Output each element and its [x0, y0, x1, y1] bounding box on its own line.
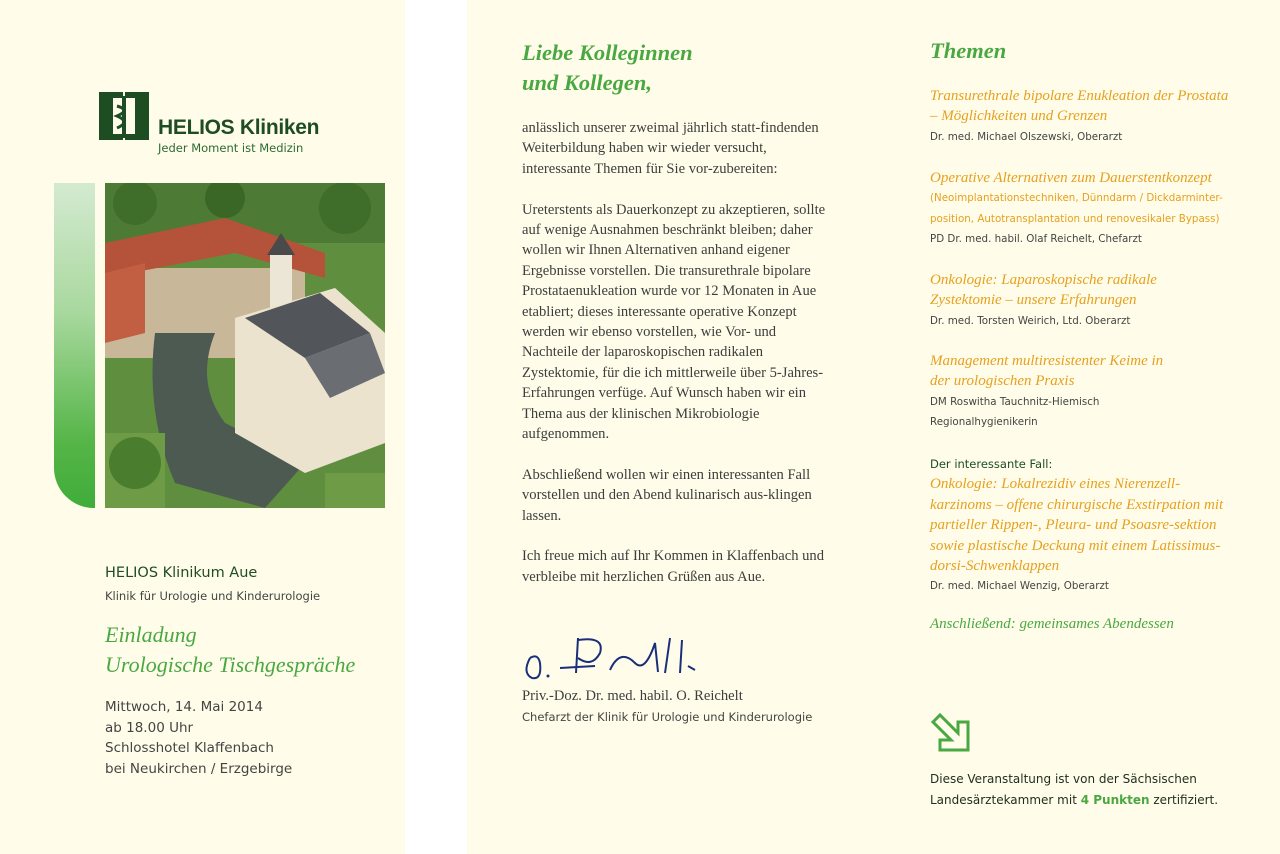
- letter-paragraph: Ureterstents als Dauerkonzept zu akzeptieren, sollte auf wenige Ausnahmen beschränkt bleiben; daher wollen wir Ihnen Alternativen anhand eigener Ergebnisse vorstellen. Die transurethrale bipolare Prostataenukleation wurde vor 12 Monaten in Aue etabliert; dieses interessante operative Konzept werden wir ebenso vorstellen, wie Vor- und Nachteile der laparoskopischen radikalen Zystektomie, für die ich mittlerweile über 5-Jahres-Erfahrungen verfüge. Auf Wunsch haben wir ein Thema aus der klinischen Mikrobiologie aufgenommen.: [522, 201, 826, 443]
- arrow-down-right-icon: [930, 712, 972, 754]
- clinic-department: Klinik für Urologie und Kinderurologie: [105, 589, 321, 603]
- topic-title: Onkologie: Laparoskopische radikale Zystektomie – unsere Erfahrungen: [930, 272, 1157, 309]
- cert-text-end: zertifiziert.: [1153, 792, 1219, 807]
- page-gutter: [405, 0, 467, 854]
- topic-speaker: Dr. med. Torsten Weirich, Ltd. Oberarzt: [930, 314, 1131, 327]
- case-title: Onkologie: Lokalrezidiv eines Nierenzell-karzinoms – offene chirurgische Exstirpation mit partieller Rippen-, Pleura- und Psoasre-sektion sowie plastische Deckung mit einem Latissimus-dorsi-Schwenklappen: [930, 476, 1224, 575]
- dinner-note: Anschließend: gemeinsames Abendessen: [930, 616, 1174, 632]
- topic-title: Management multiresistenter Keime in der urologischen Praxis: [930, 353, 1164, 390]
- topic-item: [930, 351, 1230, 433]
- signatory-name: Priv.-Doz. Dr. med. habil. O. Reichelt: [522, 688, 743, 704]
- case-label: Der interessante Fall:: [930, 457, 1053, 471]
- decorative-green-bar: [54, 183, 95, 508]
- topic-note: (Neoimplantationstechniken, Dünndarm / Dickdarminter-position, Autotransplantation und renovesikaler Bypass): [930, 192, 1223, 225]
- logo-brand: HELIOS Kliniken: [158, 116, 320, 139]
- event-time: ab 18.00 Uhr: [105, 719, 194, 736]
- invitation-title: [105, 620, 355, 680]
- letter-paragraph: anlässlich unserer zweimal jährlich statt-findenden Weiterbildung haben wir wieder versucht, interessante Themen für Sie vor-zubereiten:: [522, 120, 819, 177]
- letter-paragraph: Ich freue mich auf Ihr Kommen in Klaffenbach und verbleibe mit herzlichen Grüßen aus Aue.: [522, 548, 825, 585]
- cert-points: 4 Punkten: [1080, 792, 1150, 807]
- event-details: [105, 697, 292, 779]
- invitation-line-1: Einladung: [105, 622, 197, 647]
- topic-speaker: Dr. med. Michael Olszewski, Oberarzt: [930, 130, 1123, 143]
- greeting-line-2: und Kollegen,: [522, 70, 653, 95]
- topic-speaker: PD Dr. med. habil. Olaf Reichelt, Chefarzt: [930, 233, 1142, 246]
- handwritten-signature: [520, 628, 700, 683]
- topic-title: Operative Alternativen zum Dauerstentkonzept: [930, 170, 1212, 186]
- case-speaker: Dr. med. Michael Wenzig, Oberarzt: [930, 580, 1109, 593]
- cert-text: Diese Veranstaltung ist von der Sächsischen Landesärztekammer mit: [930, 772, 1197, 807]
- topic-item: [930, 86, 1230, 147]
- clinic-name: HELIOS Klinikum Aue: [105, 565, 258, 581]
- castle-aerial-photo: [105, 183, 385, 508]
- topic-speaker: DM Roswitha Tauchnitz-Hiemisch Regionalhygienikerin: [930, 395, 1100, 429]
- letter-body: [522, 118, 827, 608]
- letter-paragraph: Abschließend wollen wir einen interessanten Fall vorstellen und den Abend kulinarisch aus-klingen lassen.: [522, 466, 812, 524]
- greeting: [522, 38, 693, 98]
- invitation-line-2: Urologische Tischgespräche: [105, 652, 356, 677]
- signatory-title: Chefarzt der Klinik für Urologie und Kinderurologie: [522, 710, 813, 724]
- event-date: Mittwoch, 14. Mai 2014: [105, 699, 263, 715]
- greeting-line-1: Liebe Kolleginnen: [522, 40, 693, 65]
- logo-tagline: Jeder Moment ist Medizin: [158, 141, 304, 155]
- featured-case: [930, 454, 1230, 597]
- event-location: bei Neukirchen / Erzgebirge: [105, 760, 293, 777]
- topic-item: [930, 270, 1230, 331]
- certification-note: [930, 769, 1240, 810]
- topic-item: [930, 168, 1230, 250]
- topics-heading: Themen: [930, 38, 1007, 63]
- topic-title: Transurethrale bipolare Enukleation der Prostata – Möglichkeiten und Grenzen: [930, 88, 1229, 125]
- event-venue: Schlosshotel Klaffenbach: [105, 740, 274, 756]
